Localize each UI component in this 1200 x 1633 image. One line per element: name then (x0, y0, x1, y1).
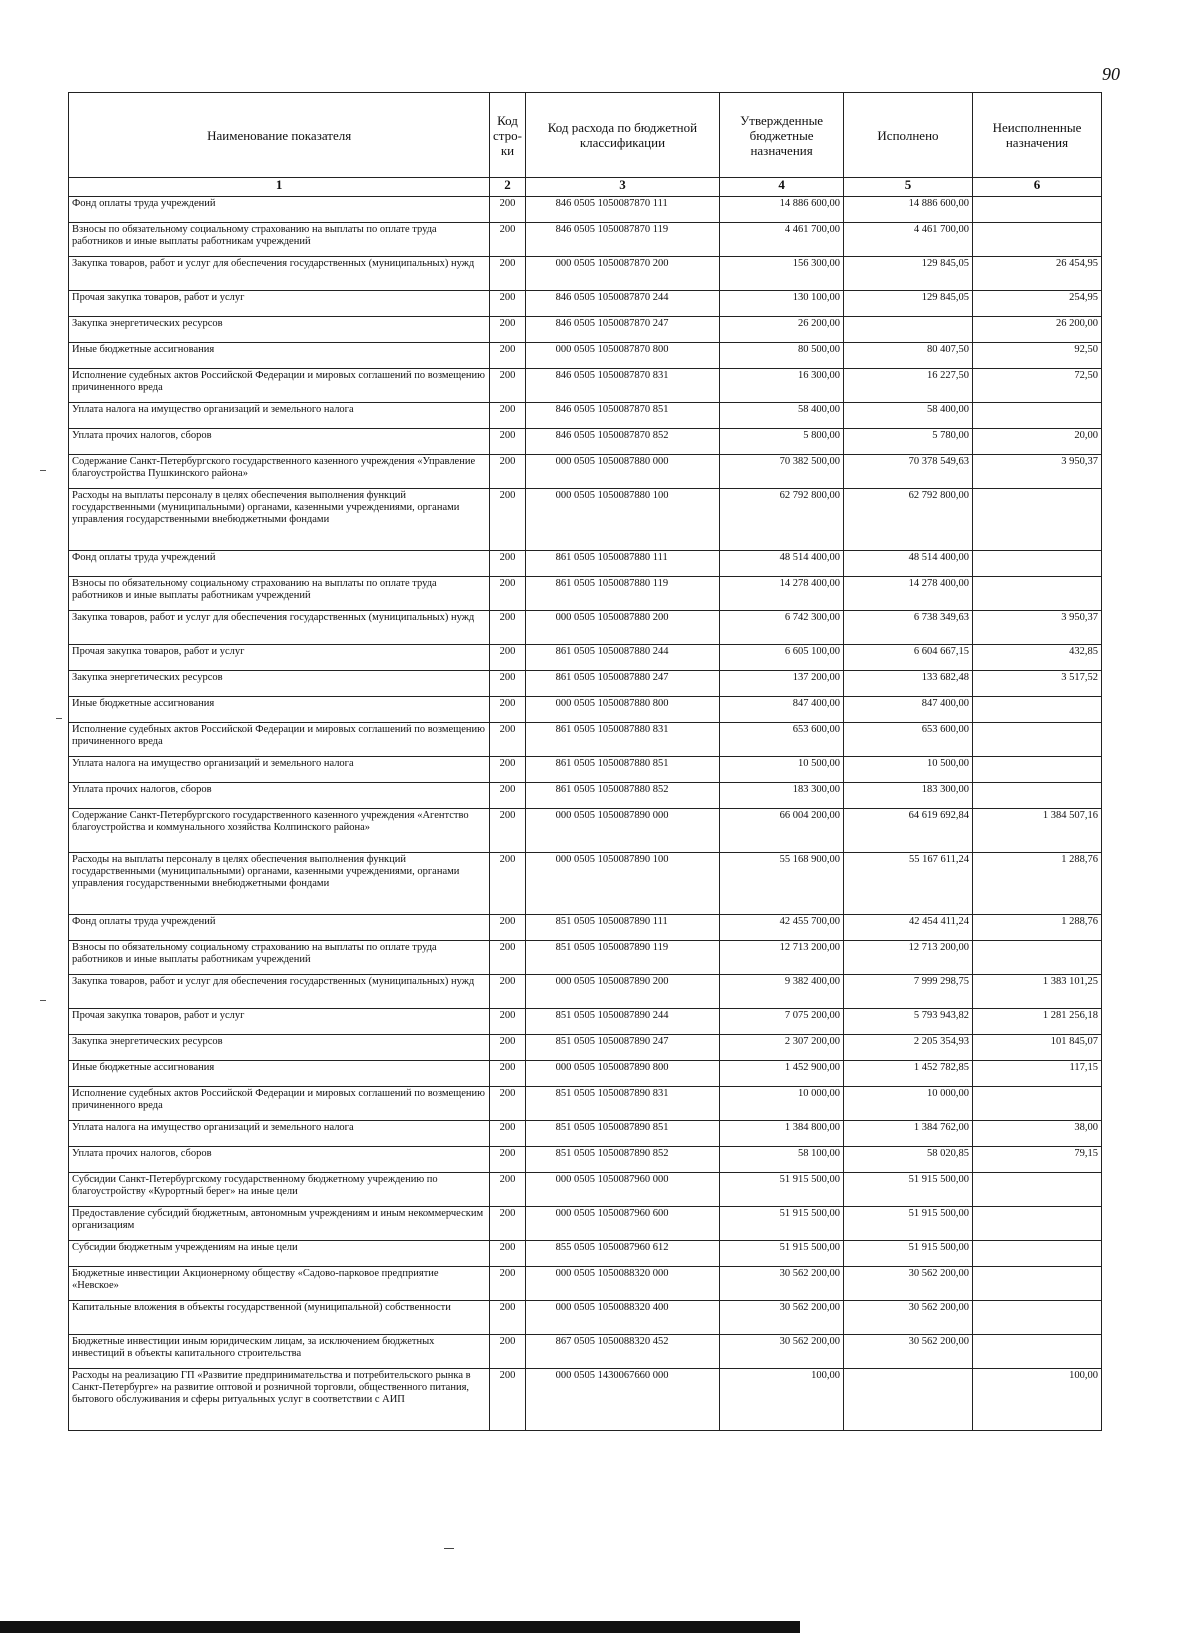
table-row (69, 455, 1102, 489)
table-row (69, 941, 1102, 975)
row-line-code: 200 (490, 783, 525, 809)
table-row (69, 1087, 1102, 1121)
table-row (69, 291, 1102, 317)
row-expense-code: 000 0505 1050087880 100 (525, 489, 720, 551)
row-line-code: 200 (490, 1121, 525, 1147)
row-executed: 30 562 200,00 (843, 1267, 972, 1301)
row-name: Закупка товаров, работ и услуг для обеспечения государственных (муниципальных) нужд (69, 611, 490, 645)
row-approved: 1 452 900,00 (720, 1061, 844, 1087)
row-unexecuted (972, 1301, 1101, 1335)
row-name: Содержание Санкт-Петербургского государственного казенного учреждения «Управление благоустройства Пушкинского района» (69, 455, 490, 489)
row-expense-code: 000 0505 1050087870 200 (525, 257, 720, 291)
row-expense-code: 861 0505 1050087880 111 (525, 551, 720, 577)
row-name: Взносы по обязательному социальному страхованию на выплаты по оплате труда работников и иные выплаты работникам учреждений (69, 941, 490, 975)
row-name: Иные бюджетные ассигнования (69, 343, 490, 369)
row-approved: 70 382 500,00 (720, 455, 844, 489)
row-executed: 1 384 762,00 (843, 1121, 972, 1147)
header-row (69, 93, 1102, 178)
row-approved: 26 200,00 (720, 317, 844, 343)
row-line-code: 200 (490, 915, 525, 941)
table-row (69, 975, 1102, 1009)
row-expense-code: 000 0505 1050087960 000 (525, 1173, 720, 1207)
row-expense-code: 846 0505 1050087870 831 (525, 369, 720, 403)
row-executed (843, 317, 972, 343)
row-unexecuted: 1 383 101,25 (972, 975, 1101, 1009)
row-executed: 1 452 782,85 (843, 1061, 972, 1087)
column-number: 2 (490, 178, 525, 197)
row-unexecuted: 101 845,07 (972, 1035, 1101, 1061)
row-executed: 5 793 943,82 (843, 1009, 972, 1035)
column-number: 5 (843, 178, 972, 197)
row-expense-code: 000 0505 1050087890 200 (525, 975, 720, 1009)
row-approved: 9 382 400,00 (720, 975, 844, 1009)
row-line-code: 200 (490, 1173, 525, 1207)
row-line-code: 200 (490, 853, 525, 915)
row-executed: 129 845,05 (843, 257, 972, 291)
row-unexecuted: 3 517,52 (972, 671, 1101, 697)
row-name: Закупка товаров, работ и услуг для обеспечения государственных (муниципальных) нужд (69, 975, 490, 1009)
row-executed: 183 300,00 (843, 783, 972, 809)
row-approved: 10 500,00 (720, 757, 844, 783)
table-row (69, 1061, 1102, 1087)
scan-edge-bar (0, 1621, 800, 1633)
table-row (69, 611, 1102, 645)
row-unexecuted: 1 288,76 (972, 915, 1101, 941)
row-expense-code: 861 0505 1050087880 852 (525, 783, 720, 809)
row-expense-code: 861 0505 1050087880 244 (525, 645, 720, 671)
row-approved: 156 300,00 (720, 257, 844, 291)
table-row (69, 671, 1102, 697)
row-executed: 653 600,00 (843, 723, 972, 757)
row-executed: 14 886 600,00 (843, 197, 972, 223)
row-unexecuted: 20,00 (972, 429, 1101, 455)
row-name: Уплата прочих налогов, сборов (69, 783, 490, 809)
row-line-code: 200 (490, 403, 525, 429)
row-unexecuted (972, 783, 1101, 809)
row-executed: 51 915 500,00 (843, 1173, 972, 1207)
row-approved: 12 713 200,00 (720, 941, 844, 975)
row-approved: 16 300,00 (720, 369, 844, 403)
row-line-code: 200 (490, 223, 525, 257)
row-approved: 4 461 700,00 (720, 223, 844, 257)
row-name: Прочая закупка товаров, работ и услуг (69, 291, 490, 317)
row-approved: 62 792 800,00 (720, 489, 844, 551)
row-line-code: 200 (490, 1369, 525, 1431)
row-unexecuted: 92,50 (972, 343, 1101, 369)
row-unexecuted (972, 577, 1101, 611)
row-executed: 70 378 549,63 (843, 455, 972, 489)
row-approved: 2 307 200,00 (720, 1035, 844, 1061)
row-unexecuted (972, 757, 1101, 783)
row-line-code: 200 (490, 975, 525, 1009)
row-expense-code: 000 0505 1050088320 400 (525, 1301, 720, 1335)
table-row (69, 369, 1102, 403)
row-approved: 1 384 800,00 (720, 1121, 844, 1147)
row-unexecuted: 72,50 (972, 369, 1101, 403)
row-name: Прочая закупка товаров, работ и услуг (69, 1009, 490, 1035)
row-executed: 6 738 349,63 (843, 611, 972, 645)
row-approved: 183 300,00 (720, 783, 844, 809)
row-unexecuted (972, 1173, 1101, 1207)
row-executed: 6 604 667,15 (843, 645, 972, 671)
row-approved: 137 200,00 (720, 671, 844, 697)
row-executed: 51 915 500,00 (843, 1241, 972, 1267)
table-row (69, 757, 1102, 783)
table-row (69, 1173, 1102, 1207)
header-unexecuted: Неисполненные назначения (972, 93, 1101, 178)
row-approved: 80 500,00 (720, 343, 844, 369)
row-approved: 55 168 900,00 (720, 853, 844, 915)
row-name: Расходы на реализацию ГП «Развитие предпринимательства и потребительского рынка в Санкт-Петербурге» на развитие оптовой и розничной торговли, общественного питания, бытового обслуживания и сферы ритуальных услуг в соответствии с АИП (69, 1369, 490, 1431)
scan-mark (56, 718, 62, 719)
row-approved: 6 742 300,00 (720, 611, 844, 645)
row-approved: 14 886 600,00 (720, 197, 844, 223)
row-name: Бюджетные инвестиции иным юридическим лицам, за исключением бюджетных инвестиций в объекты капитального строительства (69, 1335, 490, 1369)
row-line-code: 200 (490, 1147, 525, 1173)
table-row (69, 697, 1102, 723)
row-name: Закупка энергетических ресурсов (69, 1035, 490, 1061)
row-expense-code: 851 0505 1050087890 119 (525, 941, 720, 975)
table-row (69, 1335, 1102, 1369)
table-row (69, 723, 1102, 757)
row-line-code: 200 (490, 551, 525, 577)
row-line-code: 200 (490, 1087, 525, 1121)
row-approved: 30 562 200,00 (720, 1267, 844, 1301)
header-approved: Утвержденные бюджетные назначения (720, 93, 844, 178)
row-name: Закупка энергетических ресурсов (69, 317, 490, 343)
row-name: Содержание Санкт-Петербургского государственного казенного учреждения «Агентство благоустройства и коммунального хозяйства Колпинского района» (69, 809, 490, 853)
row-approved: 6 605 100,00 (720, 645, 844, 671)
table-row (69, 343, 1102, 369)
row-expense-code: 851 0505 1050087890 852 (525, 1147, 720, 1173)
row-line-code: 200 (490, 611, 525, 645)
row-name: Уплата прочих налогов, сборов (69, 1147, 490, 1173)
row-line-code: 200 (490, 1241, 525, 1267)
row-name: Закупка товаров, работ и услуг для обеспечения государственных (муниципальных) нужд (69, 257, 490, 291)
row-line-code: 200 (490, 369, 525, 403)
row-unexecuted: 38,00 (972, 1121, 1101, 1147)
row-line-code: 200 (490, 645, 525, 671)
row-unexecuted (972, 1335, 1101, 1369)
row-executed: 129 845,05 (843, 291, 972, 317)
scan-mark (40, 1000, 46, 1001)
row-name: Уплата прочих налогов, сборов (69, 429, 490, 455)
row-unexecuted: 254,95 (972, 291, 1101, 317)
row-name: Уплата налога на имущество организаций и земельного налога (69, 1121, 490, 1147)
row-executed: 64 619 692,84 (843, 809, 972, 853)
row-approved: 5 800,00 (720, 429, 844, 455)
row-name: Фонд оплаты труда учреждений (69, 197, 490, 223)
row-expense-code: 000 0505 1050087890 800 (525, 1061, 720, 1087)
row-executed: 80 407,50 (843, 343, 972, 369)
row-executed: 58 400,00 (843, 403, 972, 429)
row-line-code: 200 (490, 577, 525, 611)
row-name: Субсидии бюджетным учреждениям на иные цели (69, 1241, 490, 1267)
row-executed: 10 000,00 (843, 1087, 972, 1121)
row-line-code: 200 (490, 757, 525, 783)
row-name: Исполнение судебных актов Российской Федерации и мировых соглашений по возмещению причиненного вреда (69, 369, 490, 403)
row-approved: 130 100,00 (720, 291, 844, 317)
row-expense-code: 000 0505 1050087880 200 (525, 611, 720, 645)
row-unexecuted: 1 288,76 (972, 853, 1101, 915)
row-unexecuted (972, 1241, 1101, 1267)
row-expense-code: 000 0505 1050087880 800 (525, 697, 720, 723)
row-line-code: 200 (490, 317, 525, 343)
row-unexecuted (972, 197, 1101, 223)
table-row (69, 1241, 1102, 1267)
header-line-code: Код стро-ки (490, 93, 525, 178)
row-approved: 42 455 700,00 (720, 915, 844, 941)
row-executed: 10 500,00 (843, 757, 972, 783)
row-expense-code: 861 0505 1050087880 831 (525, 723, 720, 757)
row-approved: 58 100,00 (720, 1147, 844, 1173)
row-unexecuted (972, 223, 1101, 257)
row-executed: 30 562 200,00 (843, 1335, 972, 1369)
row-approved: 48 514 400,00 (720, 551, 844, 577)
row-line-code: 200 (490, 809, 525, 853)
row-name: Субсидии Санкт-Петербургскому государственному бюджетному учреждению по благоустройству «Курортный берег» на иные цели (69, 1173, 490, 1207)
row-line-code: 200 (490, 291, 525, 317)
row-name: Предоставление субсидий бюджетным, автономным учреждениям и иным некоммерческим организациям (69, 1207, 490, 1241)
row-name: Бюджетные инвестиции Акционерному обществу «Садово-парковое предприятие «Невское» (69, 1267, 490, 1301)
scan-mark (444, 1548, 454, 1549)
row-approved: 51 915 500,00 (720, 1207, 844, 1241)
table-row (69, 197, 1102, 223)
column-number: 3 (525, 178, 720, 197)
row-name: Исполнение судебных актов Российской Федерации и мировых соглашений по возмещению причиненного вреда (69, 1087, 490, 1121)
row-name: Фонд оплаты труда учреждений (69, 551, 490, 577)
row-name: Закупка энергетических ресурсов (69, 671, 490, 697)
table-row (69, 783, 1102, 809)
row-line-code: 200 (490, 697, 525, 723)
header-name: Наименование показателя (69, 93, 490, 178)
row-executed: 16 227,50 (843, 369, 972, 403)
row-name: Взносы по обязательному социальному страхованию на выплаты по оплате труда работников и иные выплаты работникам учреждений (69, 577, 490, 611)
row-expense-code: 846 0505 1050087870 111 (525, 197, 720, 223)
table-row (69, 223, 1102, 257)
row-executed: 55 167 611,24 (843, 853, 972, 915)
column-number: 1 (69, 178, 490, 197)
table-row (69, 809, 1102, 853)
row-name: Прочая закупка товаров, работ и услуг (69, 645, 490, 671)
row-name: Иные бюджетные ассигнования (69, 1061, 490, 1087)
row-approved: 14 278 400,00 (720, 577, 844, 611)
column-number: 4 (720, 178, 844, 197)
row-executed: 30 562 200,00 (843, 1301, 972, 1335)
column-number-row (69, 178, 1102, 197)
row-executed: 48 514 400,00 (843, 551, 972, 577)
row-expense-code: 861 0505 1050087880 247 (525, 671, 720, 697)
table-row (69, 577, 1102, 611)
row-unexecuted: 432,85 (972, 645, 1101, 671)
row-approved: 30 562 200,00 (720, 1301, 844, 1335)
row-unexecuted (972, 551, 1101, 577)
header-expense-code: Код расхода по бюджетной классификации (525, 93, 720, 178)
row-expense-code: 000 0505 1050087880 000 (525, 455, 720, 489)
row-approved: 51 915 500,00 (720, 1241, 844, 1267)
row-expense-code: 846 0505 1050087870 851 (525, 403, 720, 429)
row-approved: 30 562 200,00 (720, 1335, 844, 1369)
row-line-code: 200 (490, 489, 525, 551)
row-expense-code: 851 0505 1050087890 831 (525, 1087, 720, 1121)
row-approved: 10 000,00 (720, 1087, 844, 1121)
row-unexecuted: 3 950,37 (972, 455, 1101, 489)
row-expense-code: 851 0505 1050087890 244 (525, 1009, 720, 1035)
table-row (69, 853, 1102, 915)
row-name: Уплата налога на имущество организаций и земельного налога (69, 403, 490, 429)
row-executed: 847 400,00 (843, 697, 972, 723)
row-expense-code: 851 0505 1050087890 111 (525, 915, 720, 941)
row-expense-code: 000 0505 1430067660 000 (525, 1369, 720, 1431)
table-row (69, 1009, 1102, 1035)
row-expense-code: 000 0505 1050087960 600 (525, 1207, 720, 1241)
table-row (69, 489, 1102, 551)
table-row (69, 915, 1102, 941)
row-line-code: 200 (490, 429, 525, 455)
row-name: Исполнение судебных актов Российской Федерации и мировых соглашений по возмещению причиненного вреда (69, 723, 490, 757)
table-row (69, 551, 1102, 577)
row-expense-code: 861 0505 1050087880 851 (525, 757, 720, 783)
row-unexecuted: 117,15 (972, 1061, 1101, 1087)
row-line-code: 200 (490, 1335, 525, 1369)
table-row (69, 429, 1102, 455)
row-expense-code: 846 0505 1050087870 244 (525, 291, 720, 317)
row-name: Капитальные вложения в объекты государственной (муниципальной) собственности (69, 1301, 490, 1335)
row-approved: 58 400,00 (720, 403, 844, 429)
row-executed: 12 713 200,00 (843, 941, 972, 975)
row-approved: 51 915 500,00 (720, 1173, 844, 1207)
row-executed: 51 915 500,00 (843, 1207, 972, 1241)
row-expense-code: 000 0505 1050087870 800 (525, 343, 720, 369)
row-executed: 4 461 700,00 (843, 223, 972, 257)
row-name: Расходы на выплаты персоналу в целях обеспечения выполнения функций государственными (муниципальными) органами, казенными учреждениями, органами управления государственными внебюджетными фондами (69, 853, 490, 915)
row-approved: 100,00 (720, 1369, 844, 1431)
row-executed: 14 278 400,00 (843, 577, 972, 611)
row-approved: 7 075 200,00 (720, 1009, 844, 1035)
row-executed (843, 1369, 972, 1431)
table-row (69, 645, 1102, 671)
table-row (69, 1369, 1102, 1431)
row-unexecuted (972, 1087, 1101, 1121)
table-row (69, 1267, 1102, 1301)
row-unexecuted: 1 281 256,18 (972, 1009, 1101, 1035)
row-approved: 847 400,00 (720, 697, 844, 723)
row-line-code: 200 (490, 1267, 525, 1301)
row-unexecuted (972, 489, 1101, 551)
table-row (69, 1207, 1102, 1241)
row-executed: 5 780,00 (843, 429, 972, 455)
table-row (69, 1147, 1102, 1173)
row-unexecuted: 1 384 507,16 (972, 809, 1101, 853)
row-name: Фонд оплаты труда учреждений (69, 915, 490, 941)
row-line-code: 200 (490, 723, 525, 757)
row-approved: 653 600,00 (720, 723, 844, 757)
page-number: 90 (1102, 64, 1120, 84)
row-line-code: 200 (490, 197, 525, 223)
row-unexecuted: 26 454,95 (972, 257, 1101, 291)
column-number: 6 (972, 178, 1101, 197)
row-unexecuted (972, 941, 1101, 975)
row-expense-code: 851 0505 1050087890 851 (525, 1121, 720, 1147)
row-line-code: 200 (490, 1207, 525, 1241)
row-unexecuted: 79,15 (972, 1147, 1101, 1173)
row-unexecuted: 100,00 (972, 1369, 1101, 1431)
row-line-code: 200 (490, 257, 525, 291)
row-expense-code: 851 0505 1050087890 247 (525, 1035, 720, 1061)
row-expense-code: 000 0505 1050087890 000 (525, 809, 720, 853)
row-expense-code: 000 0505 1050088320 000 (525, 1267, 720, 1301)
row-unexecuted (972, 1267, 1101, 1301)
row-line-code: 200 (490, 671, 525, 697)
row-name: Иные бюджетные ассигнования (69, 697, 490, 723)
table-row (69, 1121, 1102, 1147)
header-executed: Исполнено (843, 93, 972, 178)
row-executed: 62 792 800,00 (843, 489, 972, 551)
row-line-code: 200 (490, 455, 525, 489)
budget-execution-table (68, 92, 1102, 1431)
row-expense-code: 846 0505 1050087870 247 (525, 317, 720, 343)
row-unexecuted (972, 403, 1101, 429)
table-row (69, 1035, 1102, 1061)
row-line-code: 200 (490, 1009, 525, 1035)
row-unexecuted (972, 1207, 1101, 1241)
row-name: Взносы по обязательному социальному страхованию на выплаты по оплате труда работников и иные выплаты работникам учреждений (69, 223, 490, 257)
table-body (69, 197, 1102, 1431)
table-row (69, 1301, 1102, 1335)
row-expense-code: 861 0505 1050087880 119 (525, 577, 720, 611)
row-line-code: 200 (490, 1301, 525, 1335)
row-unexecuted (972, 697, 1101, 723)
row-expense-code: 846 0505 1050087870 852 (525, 429, 720, 455)
row-name: Расходы на выплаты персоналу в целях обеспечения выполнения функций государственными (муниципальными) органами, казенными учреждениями, органами управления государственными внебюджетными фондами (69, 489, 490, 551)
row-executed: 2 205 354,93 (843, 1035, 972, 1061)
table-row (69, 403, 1102, 429)
scan-mark (40, 470, 46, 471)
row-executed: 133 682,48 (843, 671, 972, 697)
row-line-code: 200 (490, 1035, 525, 1061)
row-approved: 66 004 200,00 (720, 809, 844, 853)
row-unexecuted: 26 200,00 (972, 317, 1101, 343)
row-expense-code: 000 0505 1050087890 100 (525, 853, 720, 915)
row-name: Уплата налога на имущество организаций и земельного налога (69, 757, 490, 783)
row-expense-code: 846 0505 1050087870 119 (525, 223, 720, 257)
table-row (69, 257, 1102, 291)
row-expense-code: 867 0505 1050088320 452 (525, 1335, 720, 1369)
row-line-code: 200 (490, 1061, 525, 1087)
row-unexecuted: 3 950,37 (972, 611, 1101, 645)
row-executed: 58 020,85 (843, 1147, 972, 1173)
row-expense-code: 855 0505 1050087960 612 (525, 1241, 720, 1267)
row-line-code: 200 (490, 343, 525, 369)
row-executed: 42 454 411,24 (843, 915, 972, 941)
row-line-code: 200 (490, 941, 525, 975)
table-row (69, 317, 1102, 343)
row-unexecuted (972, 723, 1101, 757)
row-executed: 7 999 298,75 (843, 975, 972, 1009)
